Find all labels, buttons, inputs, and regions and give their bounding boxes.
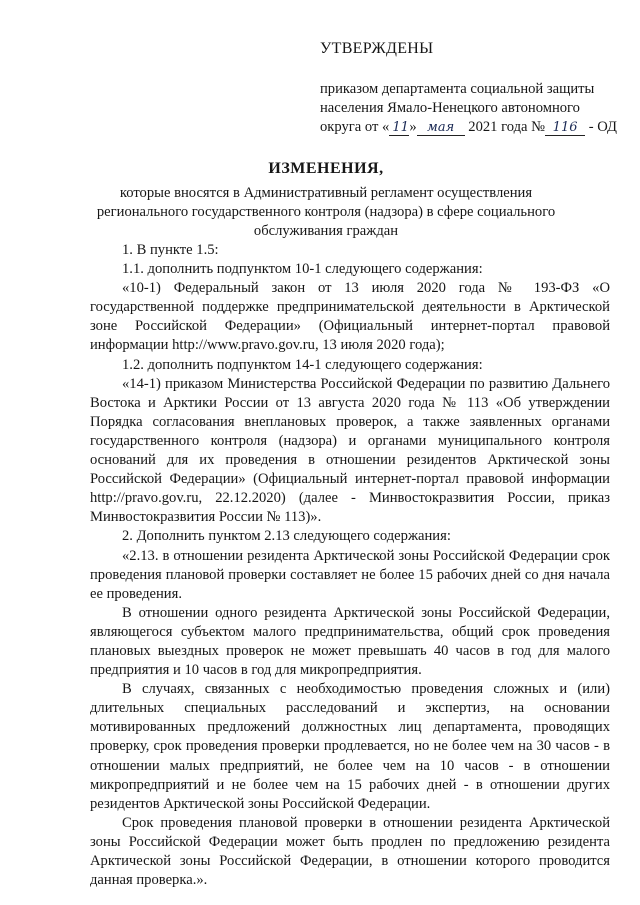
paragraph: «14-1) приказом Министерства Российской Федерации по развитию Дальнего Востока и Арктики России от 13 августа 2020 года № 113 «Об утверждении Порядка согласования внеплановых проверок, а также заявленных органами государственного контроля (надзора) и органами муниципального контроля оснований для их проведения в отношении резидентов Арктической зоны Российской Федерации» (Официальный интернет-портал правовой информации http://pravo.gov.ru, 22.12.2020) (далее - Минвостокразвития России, приказ Минвостокразвития России № 113)». (90, 375, 610, 526)
paragraph: «2.13. в отношении резидента Арктической зоны Российской Федерации срок проведения плановой проверки составляет не более 15 рабочих дней со дня начала ее проведения. (90, 547, 610, 602)
document-body (90, 241, 610, 890)
paragraph: 1.1. дополнить подпунктом 10-1 следующего содержания: (122, 261, 483, 278)
handwritten-order-number: 116 (545, 121, 585, 136)
order-number-suffix: - ОД (585, 119, 618, 135)
approval-line-2: населения Ямало-Ненецкого автономного (320, 100, 580, 116)
paragraph: 1.2. дополнить подпунктом 14-1 следующего содержания: (122, 356, 483, 373)
heading-subtitle: которые вносятся в Административный регламент осуществления регионального государственного контроля (надзора) в сфере социального обслуживания граждан (96, 185, 556, 239)
order-year-text: 2021 года № (464, 119, 546, 135)
paragraph: 2. Дополнить пунктом 2.13 следующего содержания: (122, 528, 451, 545)
order-date-quote: » (409, 119, 417, 135)
handwritten-day: 11 (389, 121, 409, 136)
heading-title: ИЗМЕНЕНИЯ, (268, 160, 384, 177)
approval-line-3 (320, 118, 620, 137)
document-heading (96, 160, 556, 241)
paragraph: Срок проведения плановой проверки в отношении резидента Арктической зоны Российской Федерации может быть продлен по предложению резидента Арктической зоны Российской Федерации, в отношении которого проводится данная проверка.». (90, 814, 610, 889)
order-date-prefix: округа от « (320, 119, 390, 135)
paragraph: В случаях, связанных с необходимостью проведения сложных и (или) длительных специальных расследований и экспертиз, на основании мотивированных предложений должностных лиц департамента, проводящих проверку, срок проведения проверки продлевается, но не более чем на 30 часов - в отношении малых предприятий, не более чем на 10 часов - в отношении микропредприятий и не более чем на 15 рабочих дней - в отношении других резидентов Арктической зоны Российской Федерации. (90, 681, 610, 812)
approval-line-1: приказом департамента социальной защиты (320, 81, 595, 97)
handwritten-month: мая (417, 121, 465, 136)
paragraph: «10-1) Федеральный закон от 13 июля 2020 года № 193-ФЗ «О государственной поддержке предпринимательской деятельности в Арктической зоне Российской Федерации» (Официальный интернет-портал правовой информации http://www.pravo.gov.ru, 13 июля 2020 года); (90, 280, 610, 354)
approval-block (320, 40, 620, 137)
paragraph: В отношении одного резидента Арктической зоны Российской Федерации, являющегося субъектом малого предпринимательства, общий срок проведения плановых выездных проверок не может превышать 40 часов в год для малого предприятия и 10 часов в год для микропредприятия. (90, 604, 610, 679)
approval-title: УТВЕРЖДЕНЫ (320, 40, 434, 57)
paragraph: 1. В пункте 1.5: (122, 242, 219, 258)
